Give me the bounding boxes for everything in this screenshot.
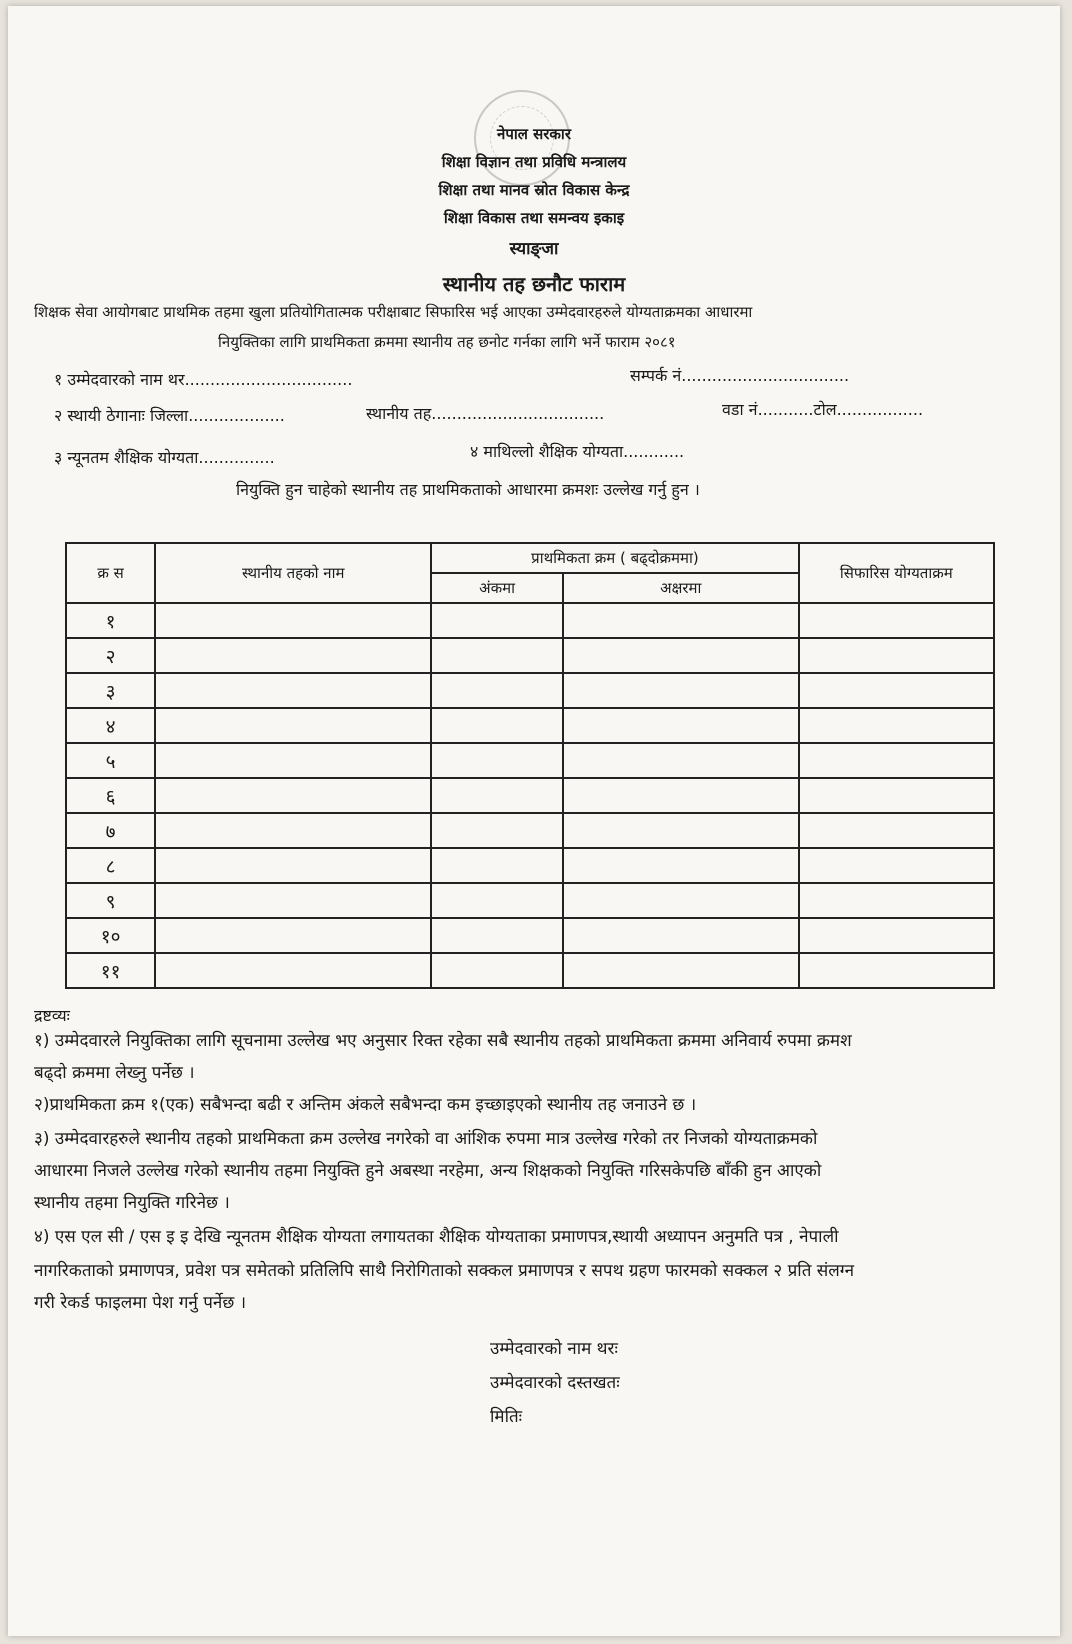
priority-number-cell[interactable] bbox=[431, 743, 563, 778]
priority-words-cell[interactable] bbox=[563, 953, 799, 988]
local-level-name-cell[interactable] bbox=[155, 673, 431, 708]
local-level-field[interactable]: स्थानीय तह.................................. bbox=[366, 404, 605, 423]
header-government: नेपाल सरकार bbox=[497, 125, 571, 143]
table-row bbox=[66, 953, 994, 988]
local-level-name-cell[interactable] bbox=[155, 778, 431, 813]
table-row bbox=[66, 778, 994, 813]
local-level-name-cell[interactable] bbox=[155, 743, 431, 778]
header-local-level-name: स्थानीय तहको नाम bbox=[155, 543, 431, 603]
priority-words-cell[interactable] bbox=[563, 603, 799, 638]
form-page bbox=[8, 6, 1060, 1636]
local-level-name-cell[interactable] bbox=[155, 848, 431, 883]
note-1-line-1: १) उम्मेदवारले नियुक्तिका लागि सूचनामा उल्लेख भए अनुसार रिक्त रहेका सबै स्थानीय तहको प्राथमिकता क्रममा अनिवार्य रुपमा क्रमश bbox=[34, 1031, 852, 1051]
row-serial-number: १ bbox=[66, 603, 155, 638]
priority-number-cell[interactable] bbox=[431, 603, 563, 638]
row-serial-number: ३ bbox=[66, 673, 155, 708]
intro-line-2: नियुक्तिका लागि प्राथमिकता क्रममा स्थानीय तह छनोट गर्नका लागि भर्ने फाराम २०८१ bbox=[218, 333, 676, 351]
header-priority-in-words: अक्षरमा bbox=[563, 573, 799, 603]
priority-words-cell[interactable] bbox=[563, 778, 799, 813]
row-serial-number: ७ bbox=[66, 813, 155, 848]
minimum-qualification-field[interactable]: ३ न्यूनतम शैक्षिक योग्यता............... bbox=[54, 448, 275, 467]
merit-cell[interactable] bbox=[799, 708, 994, 743]
priority-words-cell[interactable] bbox=[563, 848, 799, 883]
row-serial-number: २ bbox=[66, 638, 155, 673]
table-row bbox=[66, 603, 994, 638]
row-serial-number: ११ bbox=[66, 953, 155, 988]
priority-words-cell[interactable] bbox=[563, 673, 799, 708]
priority-number-cell[interactable] bbox=[431, 918, 563, 953]
local-level-name-cell[interactable] bbox=[155, 883, 431, 918]
merit-cell[interactable] bbox=[799, 883, 994, 918]
priority-words-cell[interactable] bbox=[563, 918, 799, 953]
signature-candidate-sign[interactable]: उम्मेदवारको दस्तखतः bbox=[490, 1373, 620, 1393]
priority-words-cell[interactable] bbox=[563, 743, 799, 778]
merit-cell[interactable] bbox=[799, 918, 994, 953]
signature-candidate-name[interactable]: उम्मेदवारको नाम थरः bbox=[490, 1339, 618, 1359]
row-serial-number: ४ bbox=[66, 708, 155, 743]
priority-number-cell[interactable] bbox=[431, 953, 563, 988]
priority-words-cell[interactable] bbox=[563, 708, 799, 743]
table-row bbox=[66, 813, 994, 848]
row-serial-number: ६ bbox=[66, 778, 155, 813]
local-level-name-cell[interactable] bbox=[155, 918, 431, 953]
local-level-name-cell[interactable] bbox=[155, 638, 431, 673]
row-serial-number: ८ bbox=[66, 848, 155, 883]
table-row bbox=[66, 743, 994, 778]
candidate-name-field[interactable]: १ उम्मेदवारको नाम थर................................. bbox=[54, 370, 353, 389]
note-4-line-2: नागरिकताको प्रमाणपत्र, प्रवेश पत्र समेतको प्रतिलिपि साथै निरोगिताको सक्कल प्रमाणपत्र र सपथ ग्रहण फारमको सक्कल २ प्रति संलग्न bbox=[34, 1261, 855, 1281]
higher-qualification-field[interactable]: ४ माथिल्लो शैक्षिक योग्यता............ bbox=[470, 442, 685, 461]
priority-words-cell[interactable] bbox=[563, 638, 799, 673]
signature-date[interactable]: मितिः bbox=[490, 1407, 523, 1427]
row-serial-number: १० bbox=[66, 918, 155, 953]
header-district: स्याङ्जा bbox=[509, 239, 559, 259]
header-priority-order: प्राथमिकता क्रम ( बढ्दोक्रममा) bbox=[431, 543, 798, 573]
priority-number-cell[interactable] bbox=[431, 813, 563, 848]
notes-heading: द्रष्टव्यः bbox=[34, 1006, 70, 1025]
ward-tole-field[interactable]: वडा नं...........टोल................. bbox=[722, 400, 924, 419]
local-level-name-cell[interactable] bbox=[155, 813, 431, 848]
table-row bbox=[66, 673, 994, 708]
table-row bbox=[66, 708, 994, 743]
header-priority-in-number: अंकमा bbox=[431, 573, 563, 603]
note-3-line-3: स्थानीय तहमा नियुक्ति गरिनेछ । bbox=[34, 1193, 230, 1213]
intro-line-1: शिक्षक सेवा आयोगबाट प्राथमिक तहमा खुला प्रतियोगितात्मक परीक्षाबाट सिफारिस भई आएका उम्मेदवारहरुले योग्यताक्रमका आधारमा bbox=[34, 303, 753, 321]
header-serial-number: क्र स bbox=[66, 543, 155, 603]
note-2: २)प्राथमिकता क्रम १(एक) सबैभन्दा बढी र अन्तिम अंकले सबैभन्दा कम इच्छाइएको स्थानीय तह जनाउने छ । bbox=[34, 1095, 697, 1115]
merit-cell[interactable] bbox=[799, 603, 994, 638]
merit-cell[interactable] bbox=[799, 813, 994, 848]
local-level-name-cell[interactable] bbox=[155, 953, 431, 988]
note-4-line-3: गरी रेकर्ड फाइलमा पेश गर्नु पर्नेछ । bbox=[34, 1293, 247, 1313]
contact-number-field[interactable]: सम्पर्क नं................................. bbox=[630, 366, 850, 385]
merit-cell[interactable] bbox=[799, 778, 994, 813]
local-level-name-cell[interactable] bbox=[155, 708, 431, 743]
priority-words-cell[interactable] bbox=[563, 813, 799, 848]
merit-cell[interactable] bbox=[799, 638, 994, 673]
row-serial-number: ५ bbox=[66, 743, 155, 778]
table-row bbox=[66, 848, 994, 883]
row-serial-number: ९ bbox=[66, 883, 155, 918]
header-recommended-merit: सिफारिस योग्यताक्रम bbox=[799, 543, 994, 603]
note-3-line-2: आधारमा निजले उल्लेख गरेको स्थानीय तहमा नियुक्ति हुने अबस्था नरहेमा, अन्य शिक्षकको नियुक्ति गरिसकेपछि बाँकी हुन आएको bbox=[34, 1161, 822, 1181]
table-row bbox=[66, 638, 994, 673]
header-unit: शिक्षा विकास तथा समन्वय इकाइ bbox=[443, 209, 625, 227]
form-title: स्थानीय तह छनौट फाराम bbox=[442, 272, 626, 296]
merit-cell[interactable] bbox=[799, 848, 994, 883]
priority-number-cell[interactable] bbox=[431, 848, 563, 883]
priority-words-cell[interactable] bbox=[563, 883, 799, 918]
local-level-priority-table bbox=[65, 542, 995, 989]
table-row bbox=[66, 918, 994, 953]
note-1-line-2: बढ्दो क्रममा लेख्नु पर्नेछ । bbox=[34, 1063, 195, 1083]
note-4-line-1: ४) एस एल सी / एस इ इ देखि न्यूनतम शैक्षिक योग्यता लगायतका शैक्षिक योग्यताका प्रमाणपत्र,स्थायी अध्यापन अनुमति पत्र , नेपाली bbox=[34, 1227, 839, 1247]
merit-cell[interactable] bbox=[799, 743, 994, 778]
instruction-text: नियुक्ति हुन चाहेको स्थानीय तह प्राथमिकताको आधारमा क्रमशः उल्लेख गर्नु हुन । bbox=[236, 480, 700, 499]
merit-cell[interactable] bbox=[799, 953, 994, 988]
table-row bbox=[66, 883, 994, 918]
header-center: शिक्षा तथा मानव स्रोत विकास केन्द्र bbox=[438, 181, 630, 199]
permanent-address-district-field[interactable]: २ स्थायी ठेगानाः जिल्ला................... bbox=[54, 406, 285, 425]
merit-cell[interactable] bbox=[799, 673, 994, 708]
priority-number-cell[interactable] bbox=[431, 673, 563, 708]
note-3-line-1: ३) उम्मेदवारहरुले स्थानीय तहको प्राथमिकता क्रम उल्लेख नगरेको वा आंशिक रुपमा मात्र उल्लेख गरेको तर निजको योग्यताक्रमको bbox=[34, 1129, 818, 1149]
header-ministry: शिक्षा विज्ञान तथा प्रविधि मन्त्रालय bbox=[441, 153, 627, 171]
priority-number-cell[interactable] bbox=[431, 708, 563, 743]
priority-number-cell[interactable] bbox=[431, 638, 563, 673]
priority-number-cell[interactable] bbox=[431, 883, 563, 918]
local-level-name-cell[interactable] bbox=[155, 603, 431, 638]
priority-number-cell[interactable] bbox=[431, 778, 563, 813]
